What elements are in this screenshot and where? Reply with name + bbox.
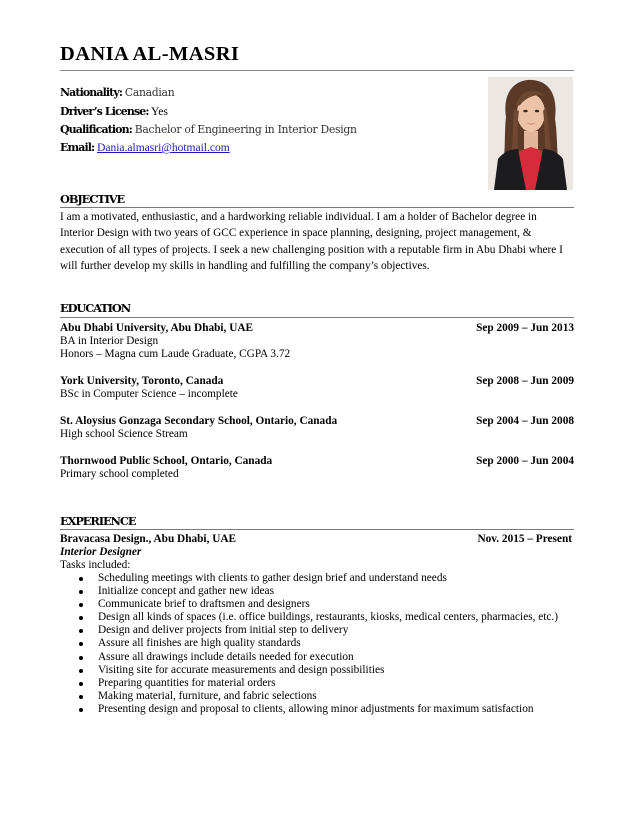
education-title: EDUCATION [60,301,131,315]
education-divider [60,317,574,318]
education-dates: Sep 2008 – Jun 2009 [476,375,574,387]
education-detail: BSc in Computer Science – incomplete [60,388,238,400]
objective-line: will further develop my skills in handling and fulfilling the company’s objectives. [60,260,430,272]
education-dates: Sep 2000 – Jun 2004 [476,455,574,467]
objective-divider [60,207,574,208]
task-item: Design and deliver projects from initial step to delivery [60,625,580,638]
task-item: Making material, furniture, and fabric selections [60,691,580,704]
nationality-label: Nationality: [60,86,122,99]
experience-divider [60,529,574,530]
education-dates: Sep 2009 – Jun 2013 [476,322,574,334]
education-detail: BA in Interior Design [60,335,159,347]
task-item: Assure all drawings include details needed for execution [60,652,580,665]
resume-name: DANIA AL-MASRI [60,43,240,65]
education-detail: Primary school completed [60,468,179,480]
education-school: York University, Toronto, Canada [60,375,224,387]
nationality-row [60,87,174,99]
license-label: Driver’s License: [60,105,149,118]
task-item: Assure all finishes are high quality standards [60,638,580,651]
license-row [60,106,168,118]
qualification-label: Qualification: [60,123,132,136]
task-item: Initialize concept and gather new ideas [60,586,580,599]
education-school: Abu Dhabi University, Abu Dhabi, UAE [60,322,254,334]
email-link[interactable]: Dania.almasri@hotmail.com [97,142,230,154]
experience-tasks-label: Tasks included: [60,559,131,571]
email-label: Email: [60,141,95,154]
name-divider [60,70,574,71]
experience-role: Interior Designer [60,546,142,558]
experience-company: Bravacasa Design., Abu Dhabi, UAE [60,533,237,545]
experience-task-list [60,573,580,717]
objective-line: execution of all types of projects. I seek a new challenging position with a reputable firm in Abu Dhabi where I [60,244,563,256]
email-row [60,142,230,155]
license-value: Yes [150,105,168,118]
task-item: Visiting site for accurate measurements and design possibilities [60,665,580,678]
education-dates: Sep 2004 – Jun 2008 [476,415,574,427]
qualification-row [60,124,357,136]
education-school: St. Aloysius Gonzaga Secondary School, Ontario, Canada [60,415,338,427]
education-detail: Honors – Magna cum Laude Graduate, CGPA 3.72 [60,348,291,360]
qualification-value: Bachelor of Engineering in Interior Design [134,123,357,136]
experience-title: EXPERIENCE [60,514,136,528]
education-school: Thornwood Public School, Ontario, Canada [60,455,273,467]
experience-dates: Nov. 2015 – Present [477,533,572,545]
task-item: Scheduling meetings with clients to gather design brief and understand needs [60,573,580,586]
task-item: Preparing quantities for material orders [60,678,580,691]
profile-photo [488,77,573,190]
objective-line: Interior Design with two years of GCC experience in space planning, designing, project management, & [60,227,532,239]
profile-photo-illustration [488,77,573,190]
education-detail: High school Science Stream [60,428,188,440]
task-item: Presenting design and proposal to clients, allowing minor adjustments for maximum satisfaction [60,704,580,717]
nationality-value: Canadian [124,86,175,99]
objective-line: I am a motivated, enthusiastic, and a hardworking reliable individual. I am a holder of Bachelor degree in [60,211,537,223]
objective-title: OBJECTIVE [60,192,125,206]
task-item: Communicate brief to draftsmen and designers [60,599,580,612]
task-item: Design all kinds of spaces (i.e. office buildings, restaurants, kiosks, medical centers, pharmacies, etc.) [60,612,580,625]
